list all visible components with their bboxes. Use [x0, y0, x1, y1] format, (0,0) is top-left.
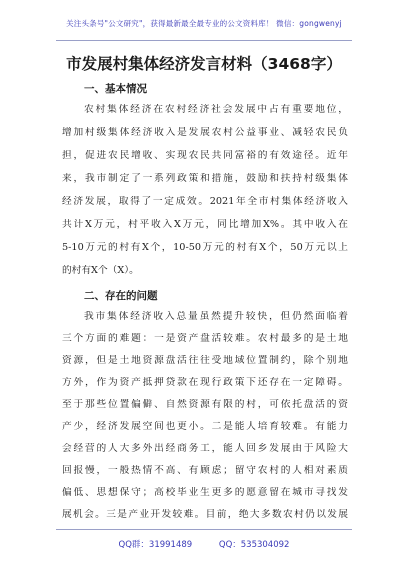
paragraph-line: 经济发展，取得了一定成效。2021年全市村集体经济收入	[62, 196, 348, 207]
section-heading-problems: 二、存在的问题	[84, 290, 158, 302]
section-heading-basic: 一、基本情况	[84, 83, 147, 95]
paragraph-line: 农村集体经济在农村经济社会发展中占有重要地位，	[84, 104, 348, 115]
paragraph-line: 三个方面的难题：一是资产盘活较难。农村最多的是土地	[62, 333, 348, 344]
document-title: 市发展村集体经济发言材料（3468字）	[66, 55, 342, 73]
paragraph-line: 来，我市制定了一系列政策和措施，鼓励和扶持村级集体	[62, 173, 348, 184]
paragraph-line: 增加村级集体经济收入是发展农村公益事业、减轻农民负	[62, 127, 348, 138]
paragraph-line: 资源，但是土地资源盘活往往受地域位置制约，除个别地	[62, 355, 348, 366]
paragraph-line: 会经营的人大多外出经商务工，能人回乡发展由于风险大	[62, 443, 348, 454]
header-divider	[56, 40, 352, 41]
paragraph-line: 展机会。三是产业开发较难。目前，绝大多数农村仍以发展	[62, 509, 348, 520]
paragraph-line: 至于那些位置偏僻、自然资源有限的村，可依托盘活的资	[62, 399, 348, 410]
paragraph-line: 产少，经济发展空间也更小。二是能人培育较难。有能力	[62, 421, 348, 432]
footer-divider	[56, 529, 352, 530]
paragraph-line: 的村有X个（X）。	[62, 265, 139, 276]
footer-qq: QQ：535304092	[218, 540, 290, 550]
paragraph-line: 共计X万元，村平收入X万元，同比增加X%。其中收入在	[62, 219, 348, 230]
paragraph-line: 偏低、思想保守；高校毕业生更多的愿意留在城市寻找发	[62, 487, 348, 498]
header-note: 关注头条号"公文研究"，获得最新最全最专业的公文资料库！ 微信：gongwenyj	[66, 19, 342, 28]
paragraph-line: 回报慢，一般热情不高、有顾虑；留守农村的人相对素质	[62, 465, 348, 476]
paragraph-line: 5-10万元的村有X个，10-50万元的村有X个，50万元以上	[62, 242, 348, 253]
paragraph-line: 担，促进农民增收、实现农民共同富裕的有效途径。近年	[62, 150, 348, 161]
paragraph-line: 我市集体经济收入总量虽然提升较快，但仍然面临着	[84, 311, 348, 322]
footer-qq-group: QQ群：31991489	[118, 540, 193, 550]
footer-contacts	[0, 538, 408, 550]
paragraph-line: 方外，作为资产抵押贷款在现行政策下还存在一定障碍。	[62, 377, 348, 388]
